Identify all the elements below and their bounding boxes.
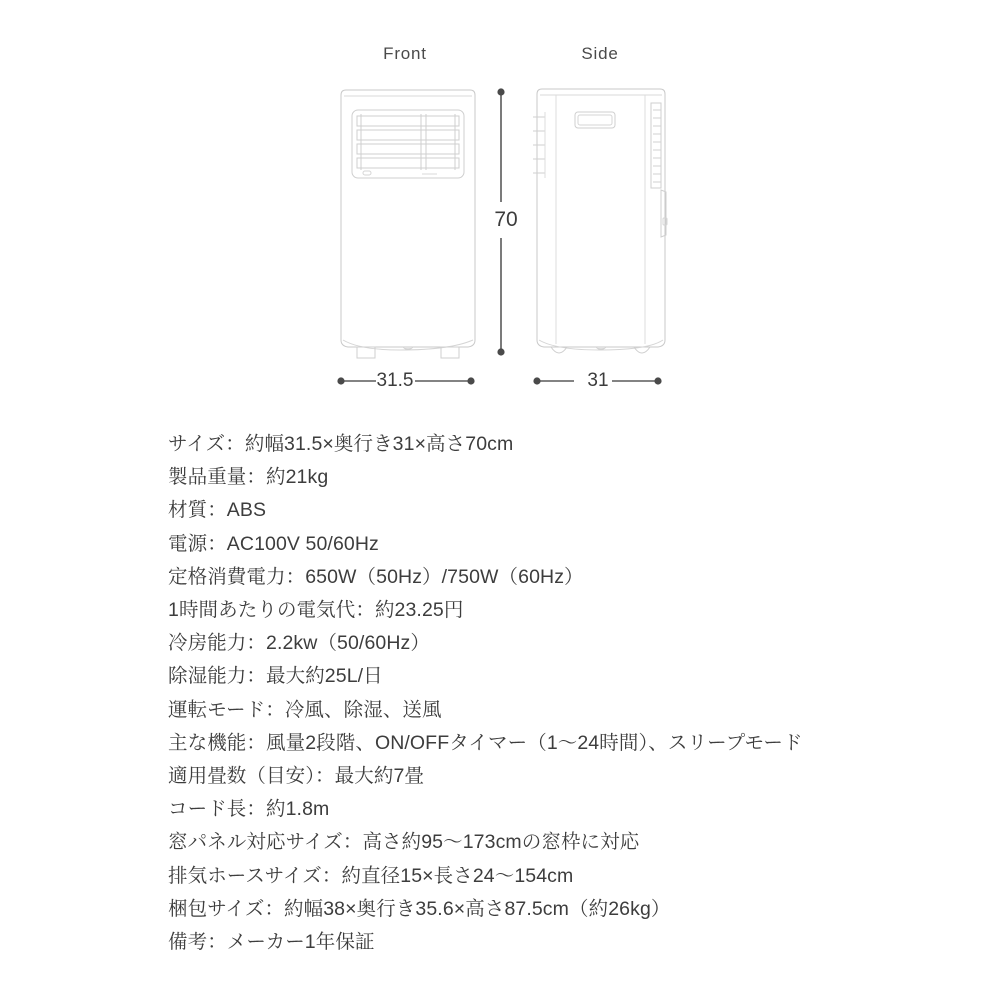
side-unit-illustration — [533, 89, 667, 353]
front-width-dimension-value: 31.5 — [376, 370, 414, 391]
spec-line: 1時間あたりの電気代：約23.25円 — [168, 599, 464, 622]
spec-line: 備考：メーカー1年保証 — [168, 931, 375, 954]
side-view-label: Side — [581, 44, 619, 63]
spec-line: 除湿能力：最大約25L/日 — [168, 665, 383, 688]
spec-line: 運転モード：冷風、除湿、送風 — [168, 698, 442, 721]
spec-line: 適用畳数（目安）：最大約7畳 — [168, 765, 424, 788]
height-dimension-value: 70 — [494, 208, 518, 231]
spec-line: 製品重量：約21kg — [168, 466, 329, 489]
spec-line: コード長：約1.8m — [168, 798, 330, 821]
spec-line: 窓パネル対応サイズ：高さ約95〜173cmの窓枠に対応 — [168, 831, 640, 854]
spec-line: サイズ：約幅31.5×奥行き31×高さ70cm — [168, 433, 514, 455]
spec-line: 電源：AC100V 50/60Hz — [168, 532, 379, 555]
spec-line: 材質：ABS — [168, 499, 267, 522]
diagram-svg — [0, 0, 1000, 410]
side-width-dimension-value: 31 — [587, 370, 609, 391]
spec-line: 定格消費電力：650W（50Hz）/750W（60Hz） — [168, 565, 584, 588]
front-view-label: Front — [383, 44, 427, 63]
front-unit-illustration — [341, 90, 475, 358]
product-dimension-diagram — [0, 0, 1000, 410]
spec-line: 主な機能：風量2段階、ON/OFFタイマー（1〜24時間）、スリープモード — [168, 731, 803, 754]
spec-line: 梱包サイズ：約幅38×奥行き35.6×高さ87.5cm（約26kg） — [168, 897, 671, 920]
specification-list — [168, 428, 968, 959]
spec-line: 冷房能力：2.2kw（50/60Hz） — [168, 632, 430, 655]
spec-line: 排気ホースサイズ：約直径15×長さ24〜154cm — [168, 864, 574, 887]
